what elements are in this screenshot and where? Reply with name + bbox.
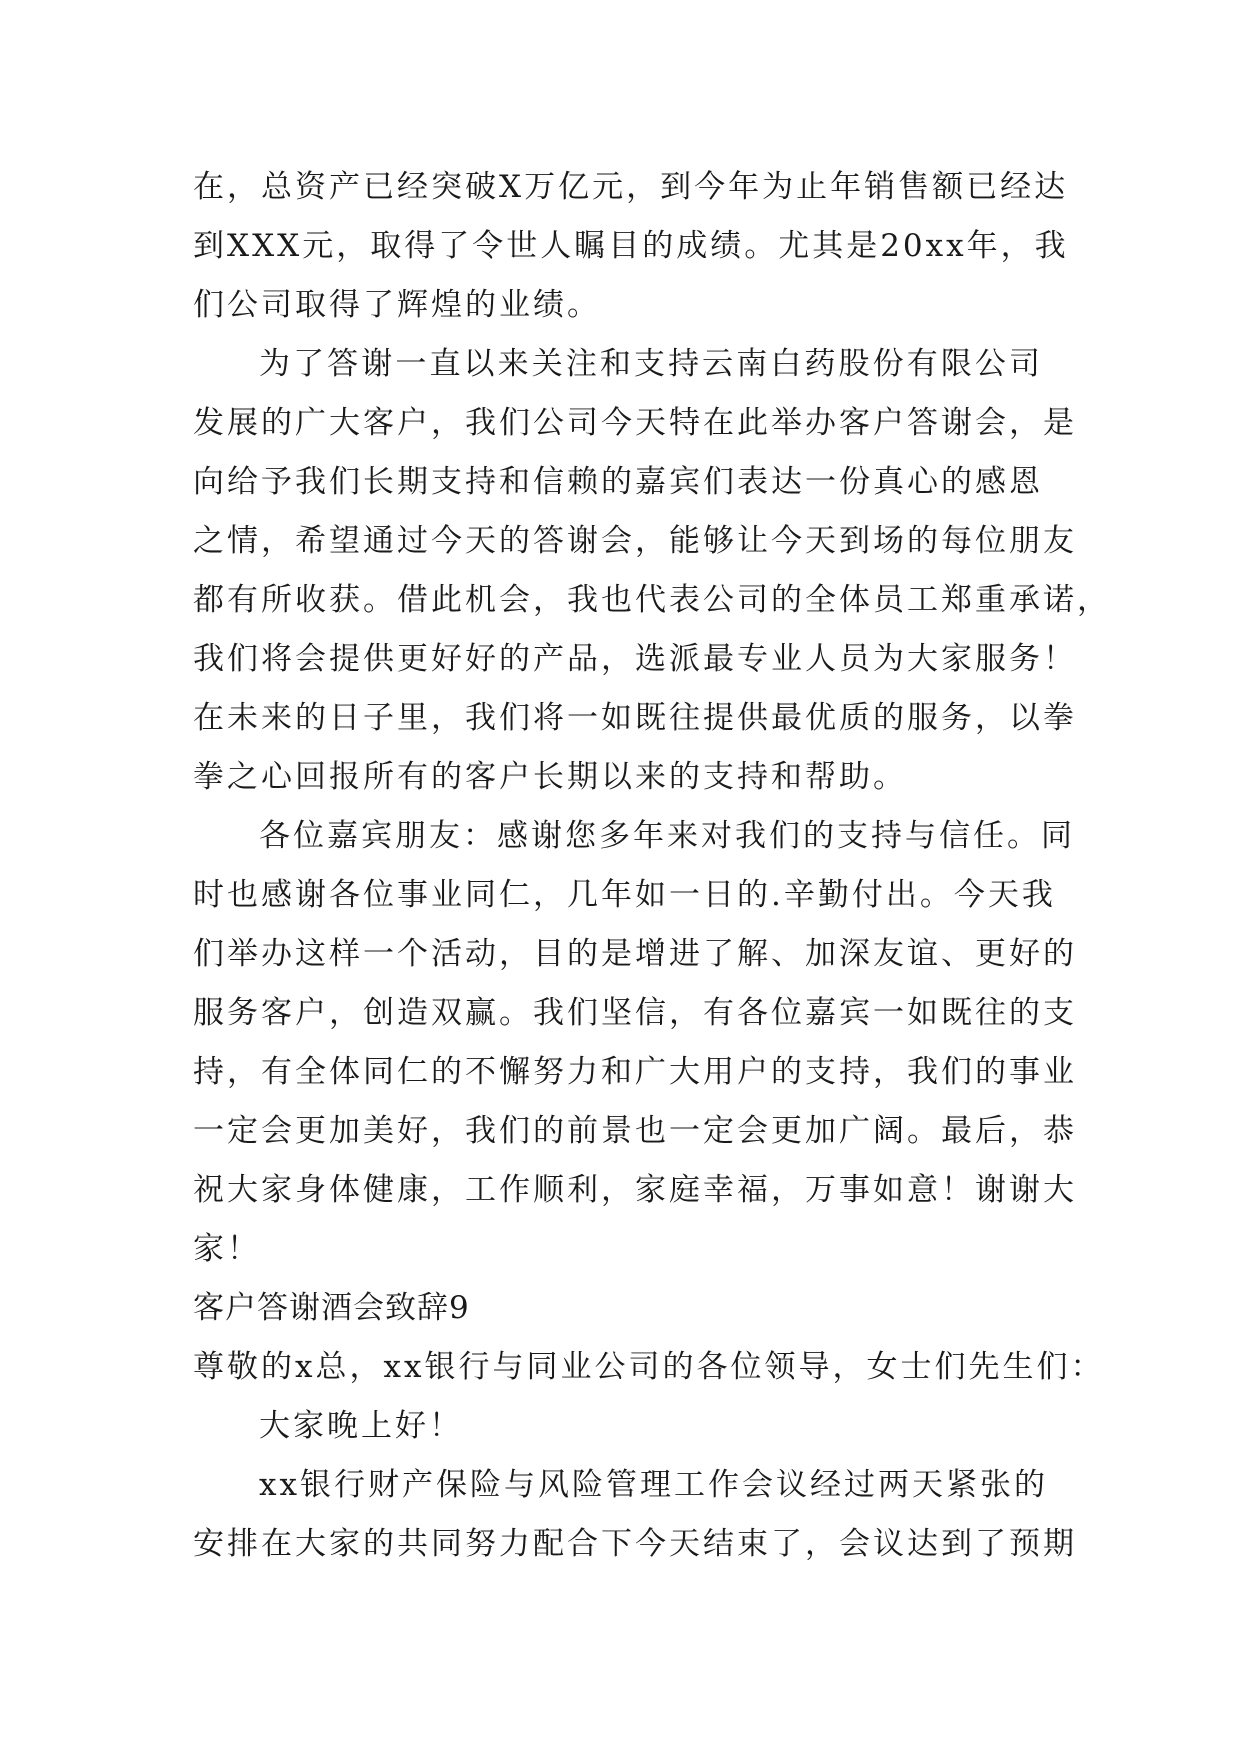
salutation-line: 尊敬的x总，xx银行与同业公司的各位领导，女士们先生们： [193,1349,1105,1385]
paragraph-line: 发展的广大客户，我们公司今天特在此举办客户答谢会，是 [193,405,1077,441]
paragraph-line: 时也感谢各位事业同仁，几年如一日的.辛勤付出。今天我 [193,877,1056,913]
greeting-line: 大家晚上好！ [259,1408,463,1444]
paragraph-line: 拳之心回报所有的客户长期以来的支持和帮助。 [193,759,907,795]
paragraph-line: 都有所收获。借此机会，我也代表公司的全体员工郑重承诺， [193,582,1111,618]
paragraph-line: 们举办这样一个活动，目的是增进了解、加深友谊、更好的 [193,936,1077,972]
document-body [193,158,1111,1574]
paragraph-line: 各位嘉宾朋友：感谢您多年来对我们的支持与信任。同 [259,818,1075,854]
section-heading: 客户答谢酒会致辞9 [193,1290,470,1326]
paragraph-line: 服务客户，创造双赢。我们坚信，有各位嘉宾一如既往的支 [193,995,1077,1031]
paragraph-line: 在，总资产已经突破X万亿元，到今年为止年销售额已经达 [193,169,1069,205]
paragraph-line: 在未来的日子里，我们将一如既往提供最优质的服务，以拳 [193,700,1077,736]
paragraph-line: 家！ [193,1231,261,1267]
paragraph-line: 到XXX元，取得了令世人瞩目的成绩。尤其是20xx年，我 [193,228,1069,264]
paragraph-line: 向给予我们长期支持和信赖的嘉宾们表达一份真心的感恩 [193,464,1043,500]
paragraph-line: 为了答谢一直以来关注和支持云南白药股份有限公司 [259,346,1043,382]
paragraph-line: 持，有全体同仁的不懈努力和广大用户的支持，我们的事业 [193,1054,1077,1090]
paragraph-line: 我们将会提供更好好的产品，选派最专业人员为大家服务！ [193,641,1077,677]
paragraph-line: xx银行财产保险与风险管理工作会议经过两天紧张的 [259,1467,1048,1503]
paragraph-line: 安排在大家的共同努力配合下今天结束了，会议达到了预期 [193,1526,1077,1562]
paragraph-line: 一定会更加美好，我们的前景也一定会更加广阔。最后，恭 [193,1113,1077,1149]
paragraph-line: 祝大家身体健康，工作顺利，家庭幸福，万事如意！谢谢大 [193,1172,1077,1208]
paragraph-line: 们公司取得了辉煌的业绩。 [193,287,601,323]
paragraph-line: 之情，希望通过今天的答谢会，能够让今天到场的每位朋友 [193,523,1077,559]
